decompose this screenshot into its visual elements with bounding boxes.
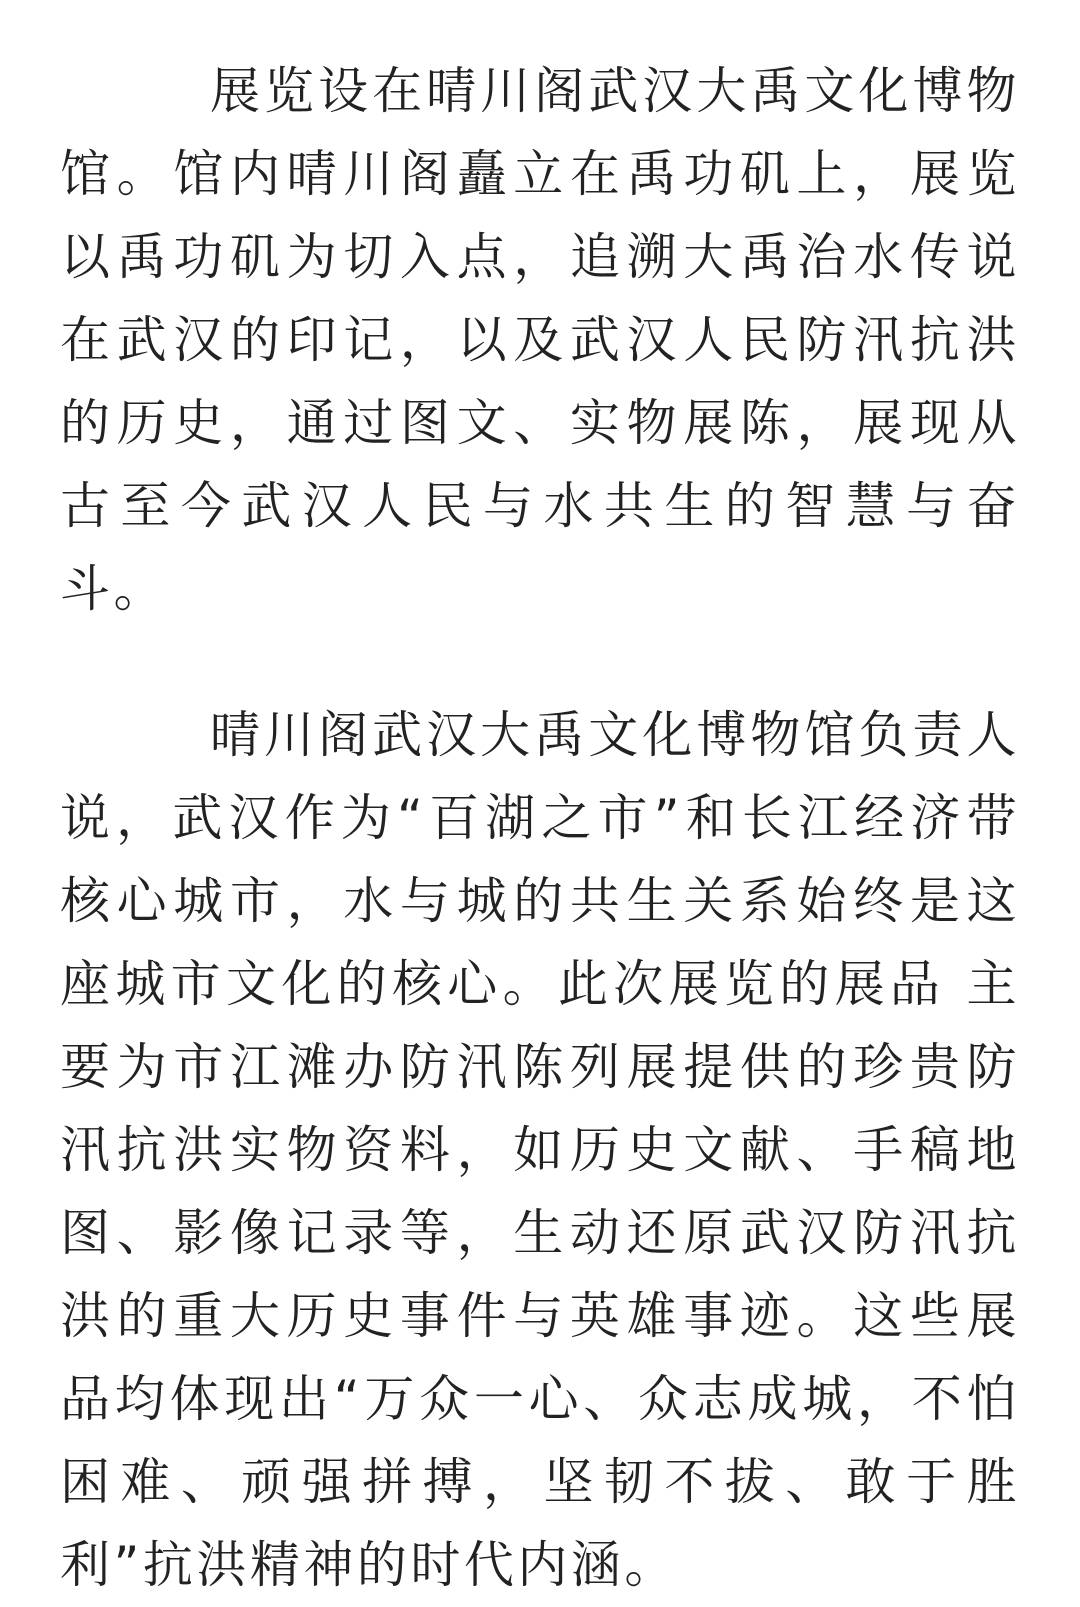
paragraph-exhibition-intro: 展览设在晴川阁武汉大禹文化博物馆。馆内晴川阁矗立在禹功矶上，展览以禹功矶为切入点，追溯大禹治水传说在武汉的印记，以及武汉人民防汛抗洪的历史，通过图文、实物展陈，展现从古至今武汉人民与水共生的智慧与奋斗。: [60, 62, 1020, 618]
article-body: [60, 50, 1020, 1607]
paragraph-museum-director-quote: 晴川阁武汉大禹文化博物馆负责人说，武汉作为“百湖之市”和长江经济带核心城市，水与城的共生关系始终是这座城市文化的核心。此次展览的展品 主要为市江滩办防汛陈列展提供的珍贵防汛抗洪实物资料，如历史文献、手稿地图、影像记录等，生动还原武汉防汛抗洪的重大历史事件与英雄事迹。这些展品均体现出“万众一心、众志成城，不怕困难、顽强拼搏，坚韧不拔、敢于胜利”抗洪精神的时代内涵。: [60, 706, 1020, 1594]
